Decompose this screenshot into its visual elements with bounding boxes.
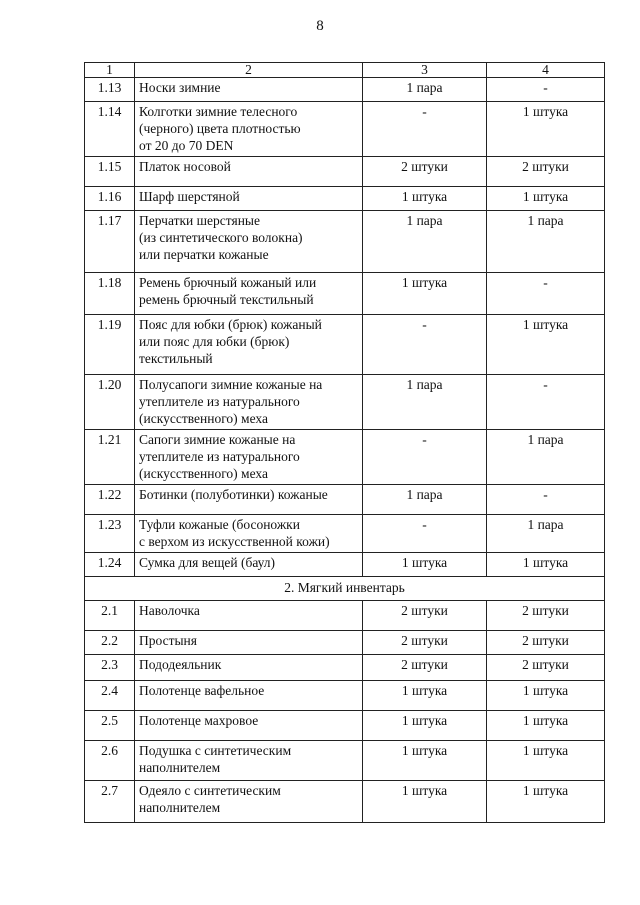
item-name-line: или перчатки кожаные: [139, 247, 269, 262]
table-row: [85, 78, 605, 102]
item-name: [135, 375, 363, 430]
quantity-col3: 1 штука: [363, 681, 487, 711]
quantity-col4: 1 штука: [487, 187, 605, 211]
table-row: [85, 211, 605, 273]
item-number: 2.2: [85, 631, 135, 655]
quantity-col4: 2 штуки: [487, 601, 605, 631]
item-name-line: Полотенце вафельное: [139, 683, 265, 698]
item-name: [135, 601, 363, 631]
quantity-col4: 1 пара: [487, 515, 605, 553]
item-name-line: Платок носовой: [139, 159, 231, 174]
item-name-line: ремень брючный текстильный: [139, 292, 314, 307]
item-name-line: утеплителе из натурального: [139, 449, 300, 464]
item-number: 2.5: [85, 711, 135, 741]
item-name-line: (искусственного) меха: [139, 411, 268, 426]
quantity-col4: 1 штука: [487, 711, 605, 741]
quantity-col3: -: [363, 515, 487, 553]
quantity-col3: -: [363, 315, 487, 375]
table-row: [85, 430, 605, 485]
quantity-col4: 2 штуки: [487, 157, 605, 187]
quantity-col3: 1 штука: [363, 711, 487, 741]
section-title: 2. Мягкий инвентарь: [85, 577, 605, 601]
item-name-line: от 20 до 70 DEN: [139, 138, 234, 153]
item-name-line: Шарф шерстяной: [139, 189, 240, 204]
item-name-line: Одеяло с синтетическим: [139, 783, 281, 798]
item-name: [135, 187, 363, 211]
item-number: 1.16: [85, 187, 135, 211]
table-row: [85, 375, 605, 430]
table-row: [85, 711, 605, 741]
item-number: 1.14: [85, 102, 135, 157]
item-name: [135, 681, 363, 711]
item-number: 1.15: [85, 157, 135, 187]
item-name-line: (черного) цвета плотностью: [139, 121, 301, 136]
item-number: 1.24: [85, 553, 135, 577]
item-number: 2.1: [85, 601, 135, 631]
item-name-line: или пояс для юбки (брюк): [139, 334, 290, 349]
item-name-line: наполнителем: [139, 760, 221, 775]
quantity-col4: 1 штука: [487, 553, 605, 577]
quantity-col4: 1 штука: [487, 102, 605, 157]
item-name-line: с верхом из искусственной кожи): [139, 534, 330, 549]
item-name-line: Сумка для вещей (баул): [139, 555, 276, 570]
quantity-col4: 1 штука: [487, 315, 605, 375]
item-number: 1.13: [85, 78, 135, 102]
quantity-col3: 1 штука: [363, 187, 487, 211]
item-name-line: (искусственного) меха: [139, 466, 268, 481]
item-number: 1.18: [85, 273, 135, 315]
item-number: 2.6: [85, 741, 135, 781]
item-name: [135, 711, 363, 741]
item-number: 2.3: [85, 655, 135, 681]
quantity-col3: 1 пара: [363, 375, 487, 430]
page-number: 8: [316, 18, 324, 34]
item-name: [135, 273, 363, 315]
item-name-line: (из синтетического волокна): [139, 230, 303, 245]
header-cell: 2: [135, 63, 363, 78]
item-name-line: Наволочка: [139, 603, 200, 618]
item-name-line: Полусапоги зимние кожаные на: [139, 377, 323, 392]
section-row: [85, 577, 605, 601]
item-name-line: Ботинки (полуботинки) кожаные: [139, 487, 328, 502]
quantity-col4: -: [487, 485, 605, 515]
item-name-line: Пододеяльник: [139, 657, 222, 672]
item-name-line: Колготки зимние телесного: [139, 104, 298, 119]
norms-table: [84, 62, 605, 823]
quantity-col3: 2 штуки: [363, 631, 487, 655]
item-number: 1.19: [85, 315, 135, 375]
item-name: [135, 655, 363, 681]
item-name: [135, 102, 363, 157]
table-row: [85, 601, 605, 631]
quantity-col3: 1 штука: [363, 781, 487, 823]
item-name-line: Туфли кожаные (босоножки: [139, 517, 300, 532]
quantity-col3: 2 штуки: [363, 655, 487, 681]
quantity-col3: 2 штуки: [363, 157, 487, 187]
header-cell: 4: [487, 63, 605, 78]
item-name-line: Пояс для юбки (брюк) кожаный: [139, 317, 322, 332]
quantity-col3: 1 штука: [363, 741, 487, 781]
item-name: [135, 515, 363, 553]
item-name: [135, 485, 363, 515]
table-row: [85, 741, 605, 781]
item-name-line: утеплителе из натурального: [139, 394, 300, 409]
quantity-col4: -: [487, 273, 605, 315]
item-number: 1.20: [85, 375, 135, 430]
quantity-col3: 1 штука: [363, 273, 487, 315]
item-number: 1.22: [85, 485, 135, 515]
table-row: [85, 315, 605, 375]
table-row: [85, 515, 605, 553]
header-cell: 3: [363, 63, 487, 78]
item-name: [135, 315, 363, 375]
header-cell: 1: [85, 63, 135, 78]
quantity-col4: 1 штука: [487, 741, 605, 781]
item-number: 2.7: [85, 781, 135, 823]
table-body: [85, 63, 605, 823]
item-name-line: Сапоги зимние кожаные на: [139, 432, 296, 447]
table-row: [85, 102, 605, 157]
item-number: 1.21: [85, 430, 135, 485]
quantity-col3: 1 пара: [363, 211, 487, 273]
quantity-col3: -: [363, 430, 487, 485]
table-row: [85, 781, 605, 823]
item-name: [135, 211, 363, 273]
quantity-col4: -: [487, 78, 605, 102]
item-name-line: Полотенце махровое: [139, 713, 259, 728]
item-name: [135, 553, 363, 577]
quantity-col3: 1 пара: [363, 78, 487, 102]
table-row: [85, 631, 605, 655]
item-name: [135, 631, 363, 655]
item-name-line: текстильный: [139, 351, 213, 366]
table-row: [85, 187, 605, 211]
quantity-col3: -: [363, 102, 487, 157]
quantity-col4: 2 штуки: [487, 631, 605, 655]
item-number: 1.17: [85, 211, 135, 273]
quantity-col4: 2 штуки: [487, 655, 605, 681]
item-name: [135, 78, 363, 102]
table-row: [85, 485, 605, 515]
table-row: [85, 681, 605, 711]
item-name-line: наполнителем: [139, 800, 221, 815]
quantity-col4: 1 пара: [487, 211, 605, 273]
item-name: [135, 781, 363, 823]
item-name-line: Подушка с синтетическим: [139, 743, 292, 758]
table-row: [85, 273, 605, 315]
item-name: [135, 430, 363, 485]
item-name: [135, 157, 363, 187]
quantity-col4: -: [487, 375, 605, 430]
item-name-line: Ремень брючный кожаный или: [139, 275, 317, 290]
quantity-col3: 1 пара: [363, 485, 487, 515]
table-row: [85, 655, 605, 681]
quantity-col3: 2 штуки: [363, 601, 487, 631]
quantity-col4: 1 штука: [487, 781, 605, 823]
table-row: [85, 553, 605, 577]
item-name-line: Перчатки шерстяные: [139, 213, 260, 228]
table-row: [85, 157, 605, 187]
item-number: 2.4: [85, 681, 135, 711]
quantity-col4: 1 пара: [487, 430, 605, 485]
table-header-row: [85, 63, 605, 78]
quantity-col3: 1 штука: [363, 553, 487, 577]
item-name: [135, 741, 363, 781]
item-number: 1.23: [85, 515, 135, 553]
quantity-col4: 1 штука: [487, 681, 605, 711]
item-name-line: Носки зимние: [139, 80, 221, 95]
item-name-line: Простыня: [139, 633, 197, 648]
